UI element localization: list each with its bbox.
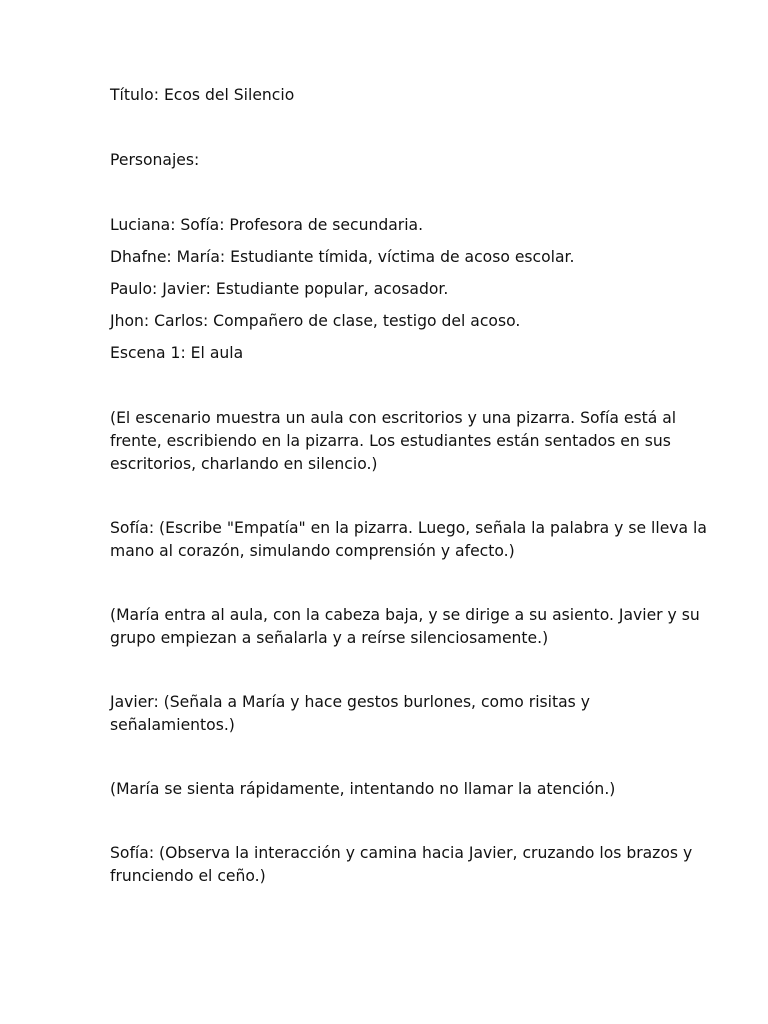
cast-line: Luciana: Sofía: Profesora de secundaria. (110, 216, 424, 234)
stage-direction-paragraph (110, 604, 700, 650)
characters-heading: Personajes: (110, 151, 200, 169)
stage-direction-paragraph (110, 778, 670, 801)
stage-direction-paragraph (110, 407, 677, 476)
document-body (110, 84, 707, 888)
dialogue-paragraph (110, 842, 693, 888)
paragraph-line: escritorios, charlando en silencio.) (110, 455, 378, 473)
dialogue-paragraph (110, 517, 707, 563)
cast-line: Dhafne: María: Estudiante tímida, víctima de acoso escolar. (110, 248, 575, 266)
paragraph-line: (El escenario muestra un aula con escritorios y una pizarra. Sofía está al (110, 409, 677, 427)
paragraph-line: frunciendo el ceño.) (110, 867, 266, 885)
paragraph-line: (María se sienta rápidamente, intentando no llamar la atención.) (110, 780, 616, 798)
paragraph-line: (María entra al aula, con la cabeza baja, y se dirige a su asiento. Javier y su (110, 606, 700, 624)
paragraph-line: señalamientos.) (110, 716, 235, 734)
paragraph-line: Sofía: (Observa la interacción y camina hacia Javier, cruzando los brazos y (110, 844, 693, 862)
scene-heading: Escena 1: El aula (110, 344, 244, 362)
cast-line: Paulo: Javier: Estudiante popular, acosador. (110, 280, 449, 298)
dialogue-paragraph (110, 691, 670, 737)
paragraph-line: mano al corazón, simulando comprensión y afecto.) (110, 542, 515, 560)
paragraph-line: frente, escribiendo en la pizarra. Los estudiantes están sentados en sus (110, 432, 671, 450)
paragraph-line: Javier: (Señala a María y hace gestos burlones, como risitas y (110, 693, 590, 711)
title-line: Título: Ecos del Silencio (110, 86, 295, 104)
cast-line: Jhon: Carlos: Compañero de clase, testigo del acoso. (110, 312, 521, 330)
paragraph-line: Sofía: (Escribe "Empatía" en la pizarra. Luego, señala la palabra y se lleva la (110, 519, 707, 537)
paragraph-line: grupo empiezan a señalarla y a reírse silenciosamente.) (110, 629, 549, 647)
